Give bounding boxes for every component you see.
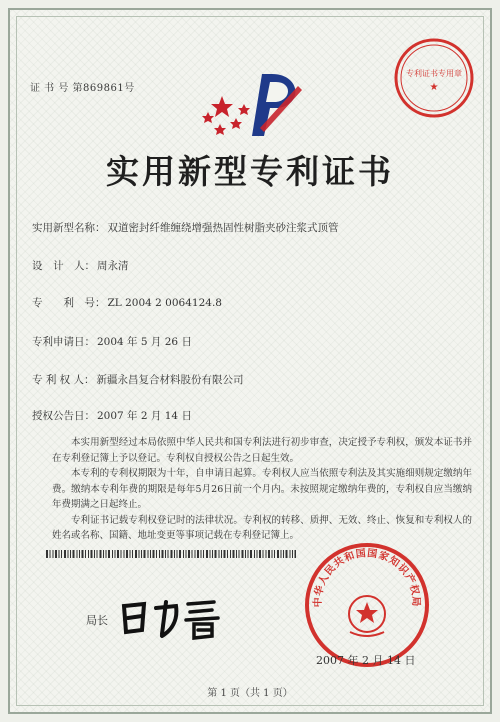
svg-text:中华人民共和国国家知识产权局 (311, 546, 423, 607)
field-value: 2007 年 2 月 14 日 (97, 410, 192, 422)
field-patentee (32, 372, 244, 387)
certificate-title: 实用新型专利证书 (106, 152, 394, 191)
field-utility-model-name (32, 220, 339, 235)
certificate-body-text (52, 435, 472, 544)
field-value: 周永清 (97, 260, 129, 272)
top-seal-text: 专利证书专用章 (406, 69, 462, 78)
body-paragraph: 本实用新型经过本局依照中华人民共和国专利法进行初步审查，决定授予专利权，颁发本证书并在专利登记簿上予以登记。专利权自授权公告之日起生效。 (52, 437, 472, 464)
emblem-star-icon (214, 124, 226, 135)
body-paragraph: 专利证书记载专利权登记时的法律状况。专利权的转移、质押、无效、终止、恢复和专利权人的姓名或名称、国籍、地址变更等事项记载在专利登记簿上。 (52, 514, 472, 541)
emblem-star-icon (230, 118, 242, 129)
top-seal-stamp (392, 36, 476, 120)
svg-text:★: ★ (429, 82, 439, 93)
director-signature (118, 594, 228, 642)
body-paragraph: 本专利的专利权期限为十年，自申请日起算。专利权人应当依照专利法及其实施细则规定缴纳年费。缴纳本专利年费的期限是每年5月26日前一个月内。未按照规定缴纳年费的，专利权自应当缴纳年费期满之日起终止。 (52, 468, 472, 510)
field-value: 双道密封纤维缠绕增强热固性树脂夹砂注浆式顶管 (107, 222, 339, 234)
field-label: 授权公告日： (32, 410, 95, 422)
field-designer (32, 258, 129, 273)
seal-text: 中华人民共和国国家知识产权局 (312, 548, 422, 608)
field-grant-date (32, 408, 192, 423)
field-label: 实用新型名称： (32, 222, 106, 234)
field-value: 2004 年 5 月 26 日 (97, 336, 192, 348)
field-label: 设 计 人： (32, 260, 95, 272)
emblem-star-icon (238, 104, 250, 115)
issue-date: 2007 年 2 月 14 日 (316, 654, 416, 667)
field-label: 专利申请日： (32, 336, 95, 348)
field-value: ZL 2004 2 0064124.8 (107, 297, 222, 309)
director-label: 局长 (86, 614, 108, 627)
national-ip-office-seal (302, 540, 432, 670)
emblem-star-icon (211, 96, 233, 117)
certificate-number: 证 书 号 第869861号 (30, 83, 135, 94)
field-label: 专 利 权 人： (32, 374, 95, 386)
field-application-date (32, 334, 192, 349)
patent-office-emblem-icon (200, 68, 310, 140)
field-label: 专 利 号： (32, 297, 106, 309)
field-patent-number (32, 295, 222, 310)
page-number: 第 1 页（共 1 页） (207, 688, 293, 699)
emblem-star-icon (202, 112, 214, 123)
barcode-strip (46, 550, 296, 558)
field-value: 新疆永昌复合材料股份有限公司 (96, 374, 244, 386)
